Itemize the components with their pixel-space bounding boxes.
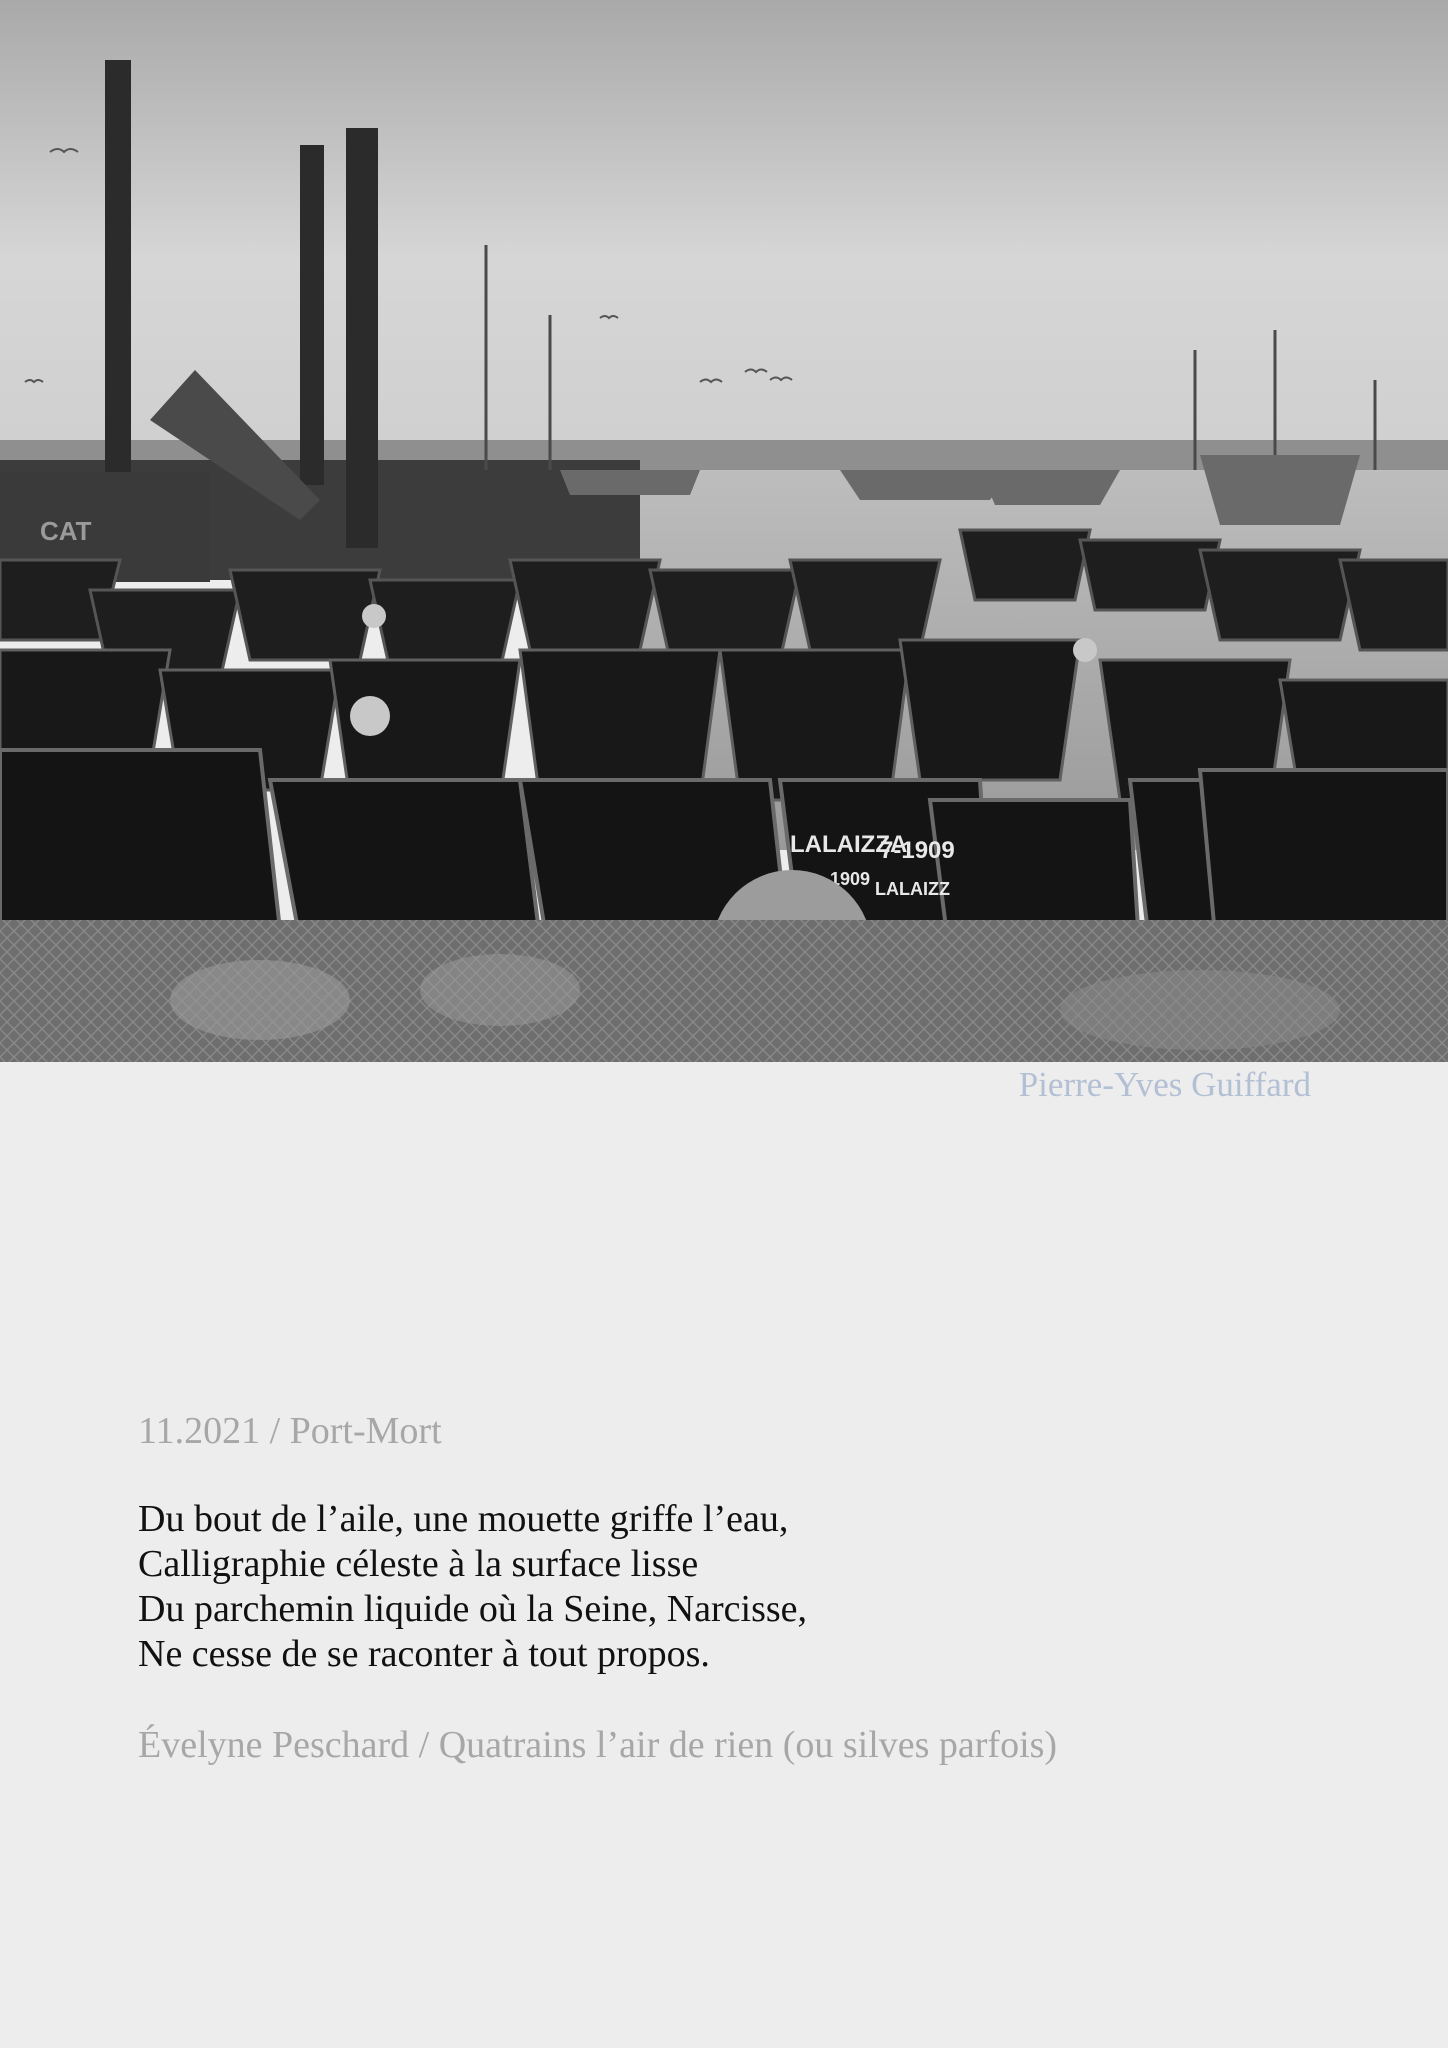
poem-line: Calligraphie céleste à la surface lisse <box>138 1543 699 1585</box>
svg-text:1909: 1909 <box>830 869 871 889</box>
poem-line: Du bout de l’aile, une mouette griffe l’eau, <box>138 1498 789 1540</box>
poem-line: Ne cesse de se raconter à tout propos. <box>138 1633 710 1675</box>
svg-text:7-1909: 7-1909 <box>880 837 955 864</box>
poem <box>138 1497 807 1677</box>
svg-text:LALAIZZA: LALAIZZA <box>790 831 908 858</box>
poem-line: Du parchemin liquide où la Seine, Narcisse, <box>138 1588 808 1630</box>
photo-credit: Pierre-Yves Guiffard <box>1018 1065 1311 1104</box>
date-place: 11.2021 / Port-Mort <box>138 1410 442 1452</box>
svg-text:CAT: CAT <box>40 516 92 546</box>
poem-source: Évelyne Peschard / Quatrains l’air de rien (ou silves parfois) <box>138 1724 1058 1766</box>
svg-text:LALAIZZ: LALAIZZ <box>875 879 950 899</box>
